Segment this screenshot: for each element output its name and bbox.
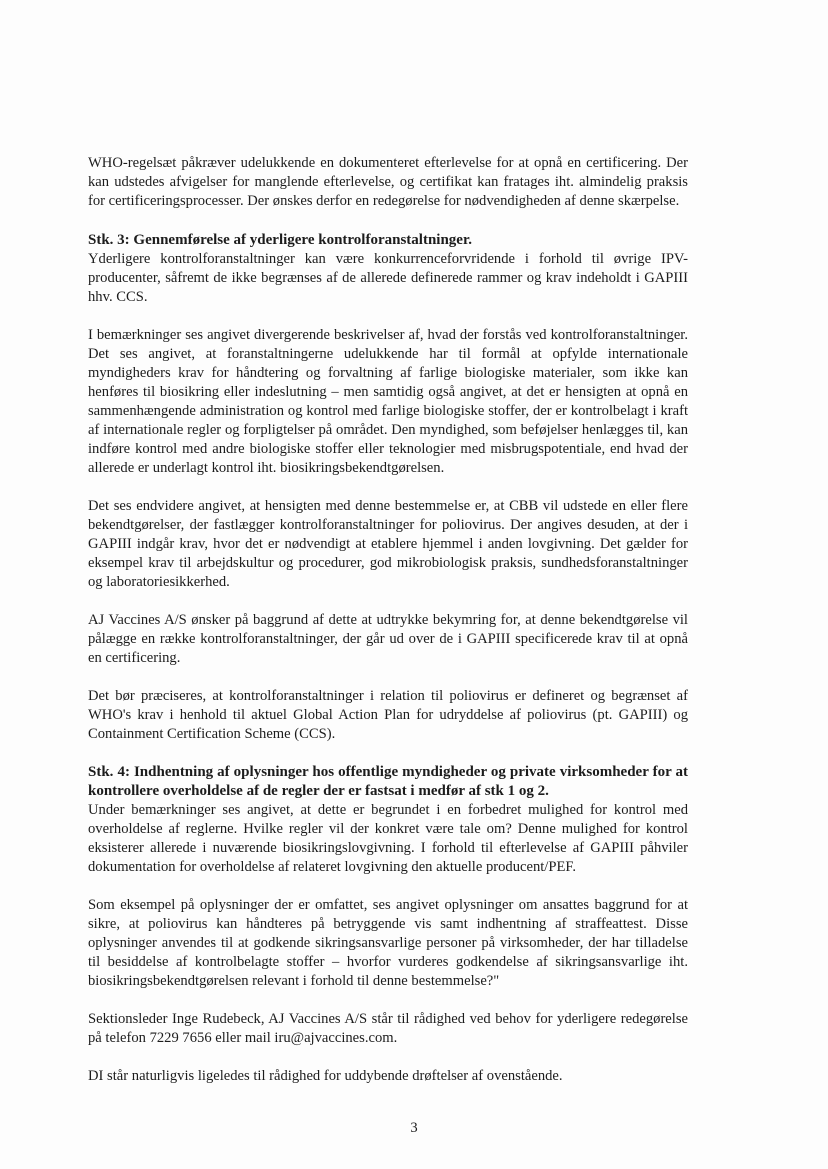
page-number: 3 [410,1120,418,1136]
stk3-heading: Stk. 3: Gennemførelse af yderligere kontrolforanstaltninger. [88,232,472,248]
stk4-paragraph-2: Som eksempel på oplysninger der er omfattet, ses angivet oplysninger om ansattes baggrund for at sikre, at poliovirus kan håndteres på betryggende vis samt indhentning af straffeattest. Disse oplysninger anvendes til at godkende sikringsansvarlige personer på virksomheder, der har tilladelse til besiddelse af kontrolbelagte stoffer – hvorfor vurderes godkendelse af sikringsansvarlige iht. biosikringsbekendtgørelsen relevant i forhold til denne bestemmelse?" [88,897,688,989]
intro-paragraph: WHO-regelsæt påkræver udelukkende en dokumenteret efterlevelse for at opnå en certificering. Der kan udstedes afvigelser for manglende efterlevelse, og certifikat kan fratages iht. almindelig praksis for certificeringsprocesser. Der ønskes derfor en redegørelse for nødvendigheden af denne skærpelse. [88,155,688,209]
closing-paragraph: DI står naturligvis ligeledes til rådighed for uddybende drøftelser af ovenstående. [88,1068,563,1084]
contact-paragraph: Sektionsleder Inge Rudebeck, AJ Vaccines A/S står til rådighed ved behov for yderligere redegørelse på telefon 7229 7656 eller mail iru@ajvaccines.com. [88,1011,688,1046]
stk3-paragraph-3: Det ses endvidere angivet, at hensigten med denne bestemmelse er, at CBB vil udstede en eller flere bekendtgørelser, der fastlægger kontrolforanstaltninger for poliovirus. Der angives desuden, at der i GAPIII indgår krav, hvor det er nødvendigt at etablere hjemmel i anden lovgivning. Det gælder for eksempel krav til arbejdskultur og procedurer, god mikrobiologisk praksis, sundhedsforanstaltninger og laboratoriesikkerhed. [88,498,688,590]
stk3-paragraph-1: Yderligere kontrolforanstaltninger kan være konkurrenceforvridende i forhold til øvrige IPV-producenter, såfremt de ikke begrænses af de allerede definerede rammer og krav indeholdt i GAPIII hhv. CCS. [88,251,688,305]
stk3-paragraph-4: AJ Vaccines A/S ønsker på baggrund af dette at udtrykke bekymring for, at denne bekendtgørelse vil pålægge en række kontrolforanstaltninger, der går ud over de i GAPIII specificerede krav til at opnå en certificering. [88,612,688,666]
stk3-paragraph-2: I bemærkninger ses angivet divergerende beskrivelser af, hvad der forstås ved kontrolforanstaltninger. Det ses angivet, at foranstaltningerne udelukkende har til formål at opfylde internationale myndigheders krav for håndtering og forvaltning af farlige biologiske materialer, som ikke kan henføres til biosikring eller indeslutning – men samtidig også angivet, at det er hensigten at opnå en sammenhængende administration og kontrol med farlige biologiske stoffer, der er kontrolbelagt i kraft af internationale regler og forpligtelser på området. Den myndighed, som beføjelser henlægges til, kan indføre kontrol med andre biologiske stoffer eller teknologier med misbrugspotentiale, end hvad der allerede er underlagt kontrol iht. biosikringsbekendtgørelsen. [88,327,688,476]
stk4-heading: Stk. 4: Indhentning af oplysninger hos offentlige myndigheder og private virksomheder for at kontrollere overholdelse af de regler der er fastsat i medfør af stk 1 og 2. [88,764,688,799]
stk3-paragraph-5: Det bør præciseres, at kontrolforanstaltninger i relation til poliovirus er defineret og begrænset af WHO's krav i henhold til aktuel Global Action Plan for udryddelse af poliovirus (pt. GAPIII) og Containment Certification Scheme (CCS). [88,688,688,742]
stk4-paragraph-1: Under bemærkninger ses angivet, at dette er begrundet i en forbedret mulighed for kontrol med overholdelse af reglerne. Hvilke regler vil der konkret være tale om? Denne mulighed for kontrol eksisterer allerede i nuværende biosikringslovgivning. I forhold til efterlevelse af GAPIII påhviler dokumentation for overholdelse af relateret lovgivning den aktuelle producent/PEF. [88,802,688,875]
document-body [88,154,688,1086]
